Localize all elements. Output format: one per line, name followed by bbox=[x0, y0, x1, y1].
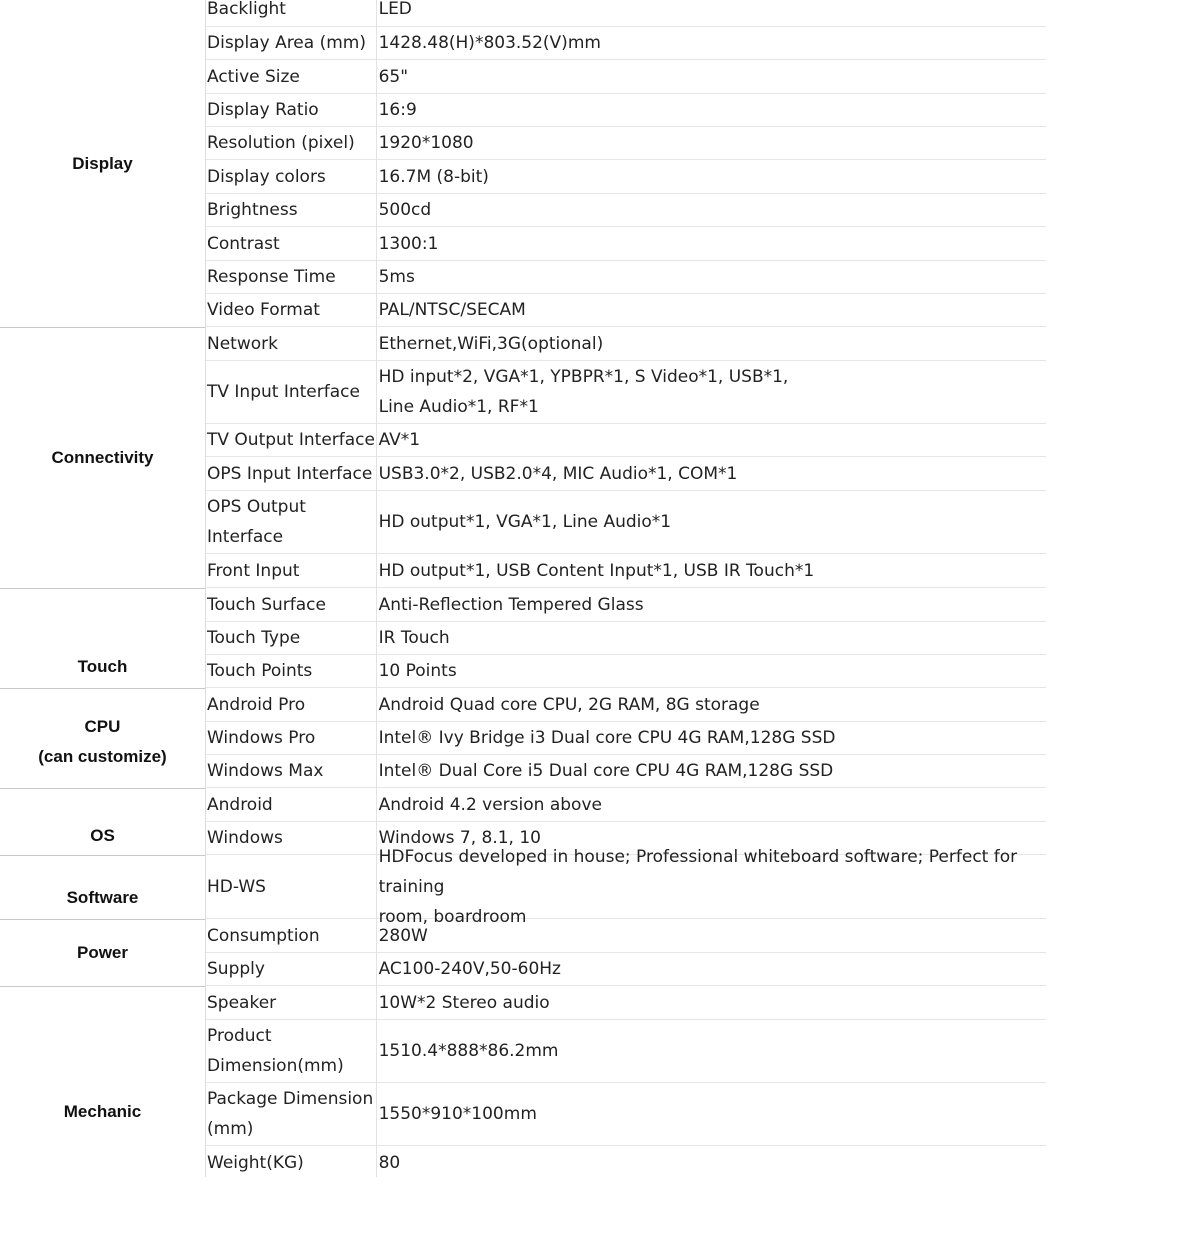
table-row bbox=[206, 1146, 1046, 1179]
row-value: 16.7M (8-bit) bbox=[378, 166, 489, 187]
row-value: 5ms bbox=[378, 267, 415, 287]
row-value: 10 Points bbox=[378, 661, 457, 681]
row-value: 65" bbox=[378, 66, 409, 87]
row-value: Anti-Reflection Tempered Glass bbox=[378, 595, 644, 615]
table-row bbox=[206, 589, 1046, 622]
category-os: OS bbox=[90, 826, 115, 845]
row-value: PAL/NTSC/SECAM bbox=[378, 300, 526, 320]
row-label: Active Size bbox=[207, 66, 300, 87]
table-row bbox=[206, 0, 1046, 27]
table-row bbox=[206, 847, 1046, 927]
table-row bbox=[206, 554, 1046, 588]
row-value: IR Touch bbox=[378, 628, 450, 648]
table-row bbox=[206, 227, 1046, 261]
category-power: Power bbox=[76, 943, 129, 962]
table-row bbox=[206, 127, 1046, 160]
table-row bbox=[206, 755, 1046, 788]
row-label: Consumption bbox=[207, 926, 320, 946]
column-divider bbox=[376, 0, 377, 1177]
table-row bbox=[206, 1020, 1046, 1083]
row-value: HD output*1, USB Content Input*1, USB IR Touch*1 bbox=[378, 560, 815, 581]
table-row bbox=[206, 328, 1046, 361]
row-label: Speaker bbox=[207, 993, 277, 1013]
row-label: OPS Output Interface bbox=[207, 497, 306, 547]
row-label: Display Area (mm) bbox=[207, 33, 366, 53]
table-row bbox=[206, 60, 1046, 94]
row-label: Resolution (pixel) bbox=[207, 133, 355, 153]
row-label: Front Input bbox=[207, 560, 300, 581]
row-label: Brightness bbox=[207, 200, 298, 220]
row-value: HD input*2, VGA*1, YPBPR*1, S Video*1, USB*1, Line Audio*1, RF*1 bbox=[378, 367, 789, 417]
row-label: Backlight bbox=[207, 0, 286, 19]
row-label: Touch Surface bbox=[207, 595, 326, 615]
row-value: Intel® Dual Core i5 Dual core CPU 4G RAM,128G SSD bbox=[378, 761, 834, 781]
table-row bbox=[206, 424, 1046, 457]
table-row bbox=[206, 987, 1046, 1020]
table-row bbox=[206, 27, 1046, 60]
table-row bbox=[206, 920, 1046, 953]
row-label: Windows Max bbox=[207, 761, 324, 781]
row-value: Android Quad core CPU, 2G RAM, 8G storage bbox=[378, 695, 760, 715]
category-software: Software bbox=[66, 888, 139, 907]
row-label: Weight(KG) bbox=[207, 1152, 304, 1173]
row-label: Supply bbox=[207, 959, 265, 979]
category-mechanic: Mechanic bbox=[63, 1102, 142, 1121]
row-label: Package Dimension (mm) bbox=[207, 1089, 374, 1139]
row-value: 1550*910*100mm bbox=[378, 1104, 537, 1124]
table-row bbox=[206, 789, 1046, 822]
row-value: HD output*1, VGA*1, Line Audio*1 bbox=[378, 512, 672, 532]
table-row bbox=[206, 361, 1046, 424]
row-value: 1428.48(H)*803.52(V)mm bbox=[378, 33, 601, 53]
table-row bbox=[206, 1083, 1046, 1146]
row-value: 16:9 bbox=[378, 100, 417, 120]
row-value: 80 bbox=[378, 1152, 401, 1173]
row-value: 280W bbox=[378, 926, 428, 946]
row-value: USB3.0*2, USB2.0*4, MIC Audio*1, COM*1 bbox=[378, 463, 738, 484]
table-row bbox=[206, 689, 1046, 722]
row-value: 500cd bbox=[378, 200, 432, 220]
table-row bbox=[206, 261, 1046, 294]
table-row bbox=[206, 94, 1046, 127]
row-label: TV Output Interface bbox=[207, 430, 375, 450]
row-label: Response Time bbox=[207, 267, 336, 287]
category-display: Display bbox=[72, 153, 133, 173]
row-label: Video Format bbox=[207, 300, 320, 320]
row-label: Display colors bbox=[207, 166, 326, 187]
row-value: LED bbox=[378, 0, 412, 19]
row-value: 1300:1 bbox=[378, 233, 439, 254]
row-value: AV*1 bbox=[378, 430, 421, 450]
table-row bbox=[206, 160, 1046, 194]
table-row bbox=[206, 491, 1046, 554]
table-row bbox=[206, 722, 1046, 755]
row-value: Android 4.2 version above bbox=[378, 795, 602, 815]
row-label: Product Dimension(mm) bbox=[207, 1026, 344, 1076]
table-row bbox=[206, 294, 1046, 327]
row-label: Network bbox=[207, 334, 278, 354]
table-row bbox=[206, 622, 1046, 655]
category-connectivity: Connectivity bbox=[51, 448, 154, 467]
row-label: OPS Input Interface bbox=[207, 463, 373, 484]
row-label: Windows bbox=[207, 828, 283, 848]
table-row bbox=[206, 457, 1046, 491]
row-label: Contrast bbox=[207, 233, 280, 254]
row-label: TV Input Interface bbox=[207, 382, 360, 402]
row-value: Intel® Ivy Bridge i3 Dual core CPU 4G RAM,128G SSD bbox=[378, 728, 836, 748]
row-value: 1920*1080 bbox=[378, 133, 474, 153]
row-label: Android Pro bbox=[207, 695, 306, 715]
row-value: HDFocus developed in house; Professional whiteboard software; Perfect for training room, boardroom bbox=[378, 847, 1018, 927]
row-value: 1510.4*888*86.2mm bbox=[378, 1041, 559, 1061]
row-label: Display Ratio bbox=[207, 100, 319, 120]
column-divider bbox=[205, 0, 206, 1177]
category-touch: Touch bbox=[77, 657, 128, 676]
table-row bbox=[206, 655, 1046, 688]
row-label: HD-WS bbox=[207, 877, 266, 897]
row-label: Touch Points bbox=[207, 661, 313, 681]
row-label: Windows Pro bbox=[207, 728, 316, 748]
category-cpu: CPU (can customize) bbox=[38, 716, 167, 766]
row-value: 10W*2 Stereo audio bbox=[378, 993, 550, 1013]
table-row bbox=[206, 194, 1046, 227]
table-row bbox=[206, 953, 1046, 986]
row-label: Touch Type bbox=[207, 628, 301, 648]
row-value: Windows 7, 8.1, 10 bbox=[378, 828, 541, 848]
row-label: Android bbox=[207, 795, 273, 815]
row-value: Ethernet,WiFi,3G(optional) bbox=[378, 334, 604, 354]
row-value: AC100-240V,50-60Hz bbox=[378, 959, 561, 979]
